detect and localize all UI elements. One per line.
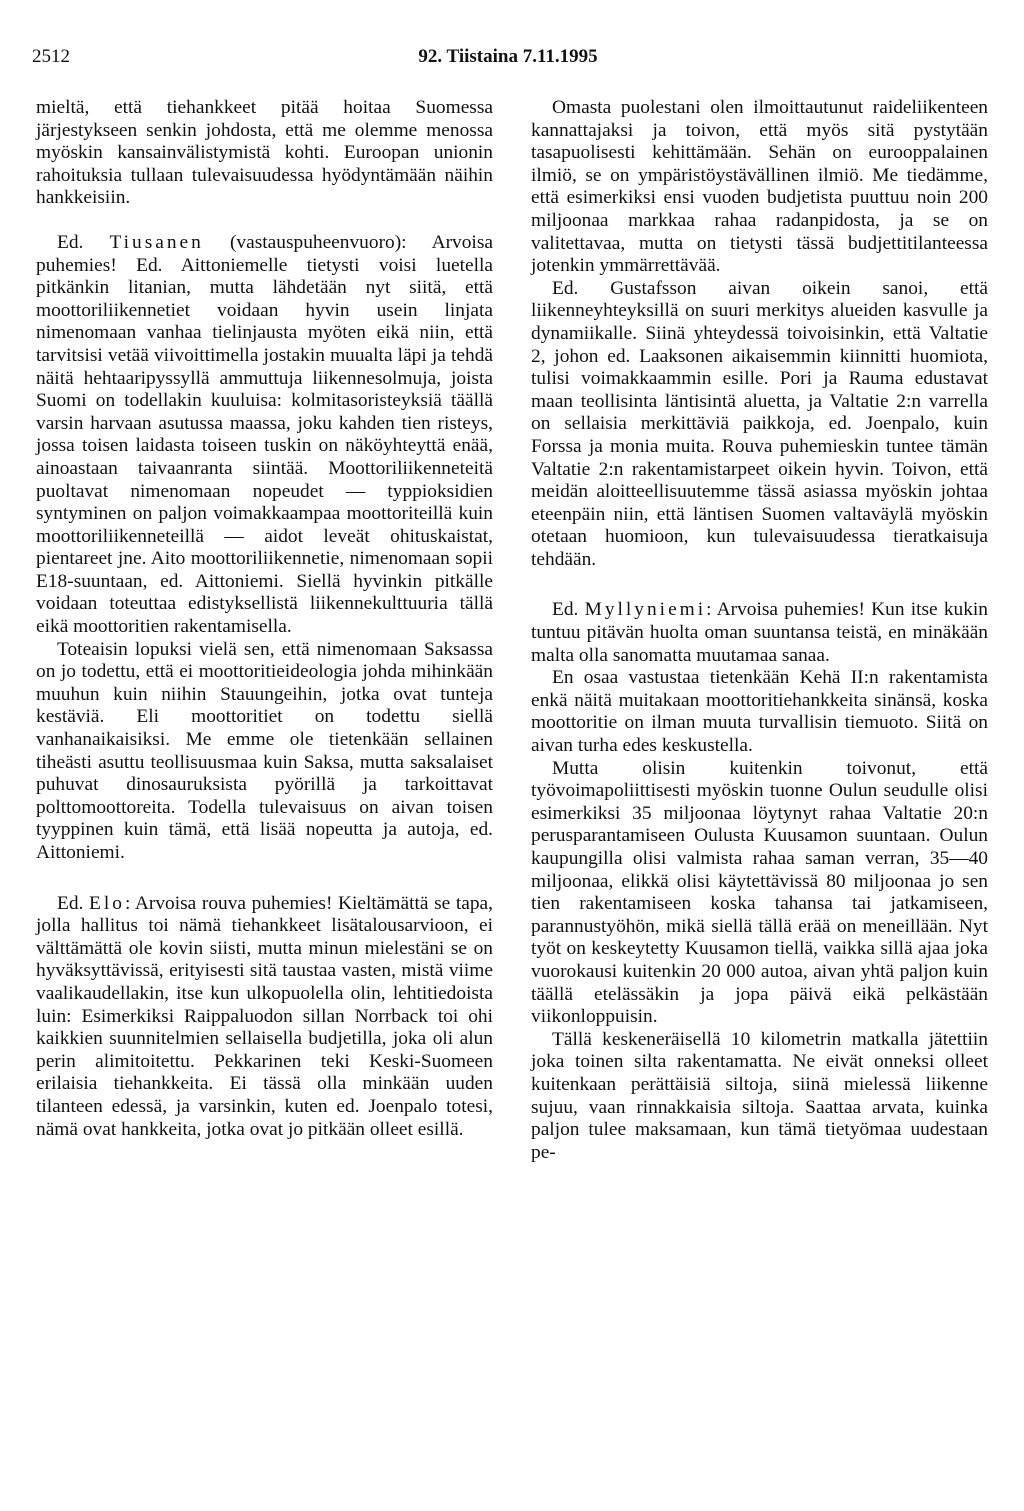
paragraph-right-5: Mutta olisin kuitenkin toivonut, että työvoimapoliittisesti myöskin tuonne Oulun seudulle olisi esimerkiksi 35 miljoonaa löytynyt rahaa Valtatie 20:n perusparantamiseen Oulusta Kuusamon suuntaan. Oulun kaupungilla olisi valmista rahaa saman verran, 35—40 miljoonaa, elikkä olisi käytettävissä 80 miljoonaa jo sen tien rakentamiseen koska tahansa tai jatkamiseen, parannustyöhön, mikä siellä tällä erää on meneillään. Nyt työt on keskeytetty Kuusamon tiellä, vaikka sillä ajaa joka vuorokausi kuitenkin 20 000 autoa, aivan yhtä paljon kuin täällä etelässäkin ja jopa päivä eikä pelkästään viikonloppuisin. — [531, 757, 988, 1028]
paragraph-left-1: mieltä, että tiehankkeet pitää hoitaa Suomessa järjestykseen senkin johdosta, että me olemme menossa myöskin kansainvälistymistä kohti. Euroopan unionin rahoituksia tullaan tulevaisuudessa hyödyntämään näihin hankkeisiin. — [36, 97, 493, 209]
left-column — [36, 97, 493, 1141]
speaker-prefix: Ed. — [552, 599, 579, 621]
paragraph-right-4: En osaa vastustaa tietenkään Kehä II:n rakentamista enkä näitä muitakaan moottoritiehankkeita sinänsä, koska moottoritie on ilman muuta turvallisin tiemuoto. Siitä on aivan turha edes keskustella. — [531, 667, 988, 757]
paragraph-right-6: Tällä keskeneräisellä 10 kilometrin matkalla jätettiin joka toinen silta rakentamatta. Ne eivät onneksi olleet kuitenkaan perättäisiä siltoja, siinä mielessä liikenne sujuu, vaan rinnakkaisia siltoja. Saattaa arvata, kuinka paljon tulee maksamaan, kun tämä tietyömaa uudestaan pe- — [531, 1028, 988, 1163]
paragraph-left-2-tiusanen — [36, 232, 493, 639]
paragraph-right-1: Omasta puolestani olen ilmoittautunut raideliikenteen kannattajaksi ja toivon, että myös sitä pystytään tasapuolisesti kehittämään. Sehän on eurooppalainen ilmiö, se on ympäristöystävällinen ilmiö. Me tiedämme, että esimerkiksi ensi vuoden budjetista puuttuu noin 200 miljoonaa markkaa rahaa radanpidosta, ja se on valitettavaa, mutta on tietysti tässä budjettitilanteessa jotenkin ymmärrettävää. — [531, 97, 988, 277]
session-date: 92. Tiistaina 7.11.1995 — [418, 46, 598, 67]
page-header — [32, 46, 984, 70]
speaker-name: Tiusanen — [109, 231, 204, 253]
paragraph-right-3-myllyniemi — [531, 599, 988, 667]
speaker-prefix: Ed. — [57, 231, 84, 253]
paragraph-right-2: Ed. Gustafsson aivan oikein sanoi, että liikenneyhteyksillä on suuri merkitys alueiden kasvulle ja dynamiikalle. Siinä yhteydessä toivoisinkin, että Valtatie 2, johon ed. Laaksonen aikaisemmin kiinnitti huomiota, tulisi voimakkaammin esille. Pori ja Rauma edustavat maan teollisinta läntisintä aluetta, ja Valtatie 2:n varrella on sellaisia merkittäviä paikkoja, ed. Joenpalo, kuin Forssa ja monia muita. Rouva puhemieskin tuntee tämän Valtatie 2:n rakentamistarpeet oikein hyvin. Toivon, että meidän aloitteellisuutemme tässä asiassa myöskin johtaa eteenpäin niin, että läntisen Suomen valtaväylä myöskin otetaan huomioon, kun tulevaisuudessa tieratkaisuja tehdään. — [531, 277, 988, 570]
speaker-prefix: Ed. — [57, 892, 84, 914]
page-number: 2512 — [32, 46, 70, 67]
paragraph-left-4-elo — [36, 893, 493, 1142]
speech-text: : Arvoisa rouva puhemies! Kieltämättä se tapa, jolla hallitus toi nämä tiehankkeet lisätalousarvioon, ei välttämättä ole kovin siisti, mutta minun mielestäni se on hyväksyttävissä, erityisesti sitä taustaa vasten, mistä viime vaalikaudellakin, itse kun ulkopuolella olin, lehtitiedoista luin: Esimerkiksi Raippaluodon sillan Norrback toi ohi kaikkien suunnitelmien sellaisella budjetilla, joka oli alun perin alimitoitettu. Pekkarinen teki Keski-Suomeen erilaisia tiehankkeita. Ei tässä olla minkään uuden tilanteen edessä, ja varsinkin, kuten ed. Joenpalo totesi, nämä ovat hankkeita, jotka ovat jo pitkään olleet esillä. — [36, 892, 493, 1140]
speech-text: : Arvoisa puhemies! Kun itse kukin tuntuu pitävän huolta oman suuntansa teistä, en minäkään malta olla sanomatta muutamaa sanaa. — [531, 599, 988, 666]
speaker-name: Elo — [89, 892, 125, 914]
speech-text: (vastauspuheenvuoro): Arvoisa puhemies! Ed. Aittoniemelle tietysti voisi luetella pitkänkin litanian, mutta lähdetään nyt siitä, että moottoriliikennetiet voidaan hyvin usein linjata nimenomaan vanhaa tielinjausta myöten eikä niin, että tarvitsisi vetää viivoittimella jostakin muualta läpi ja tehdä näitä hehtaaripyssyllä ammuttuja liikennesolmuja, joista Suomi on todellakin kuuluisa: kolmitasoristeyksiä täällä varsin harvaan asutussa maassa, joku kahden tien risteys, jossa toisen laidasta toiseen tuskin on näköyhteyttä enää, ainoastaan taivaanranta siintää. Moottoriliikenneteitä puoltavat nimenomaan nopeudet — typpioksidien syntyminen on paljon voimakkaampaa moottoriteillä kuin moottoriliikenneteillä — aidot leveät ohituskaistat, pientareet jne. Aito moottoriliikennetie, nimenomaan sopii E18-suuntaan, ed. Aittoniemi. Siellä hyvinkin pitkälle voidaan toteuttaa edistyksellistä liikennekulttuuria tällä eikä moottoritien rakentamisella. — [36, 231, 493, 638]
speaker-name: Myllyniemi — [584, 599, 707, 621]
paragraph-left-3: Toteaisin lopuksi vielä sen, että nimenomaan Saksassa on jo todettu, että ei moottoritieideologia johda mihinkään muuhun kuin niihin Stauungeihin, jotka ovat tunteja kestäviä. Eli moottoritiet on todettu siellä vanhanaikaisiksi. Me emme ole tietenkään sellainen tiheästi asuttu teollisuusmaa kuin Saksa, mutta saksalaiset puhuvat dinosauruksista pyörillä ja tarkoittavat polttomoottoreita. Todella tulevaisuus on aivan toisen tyyppinen kuin tämä, että lisää nopeutta ja autoja, ed. Aittoniemi. — [36, 638, 493, 863]
right-column — [531, 97, 988, 1164]
